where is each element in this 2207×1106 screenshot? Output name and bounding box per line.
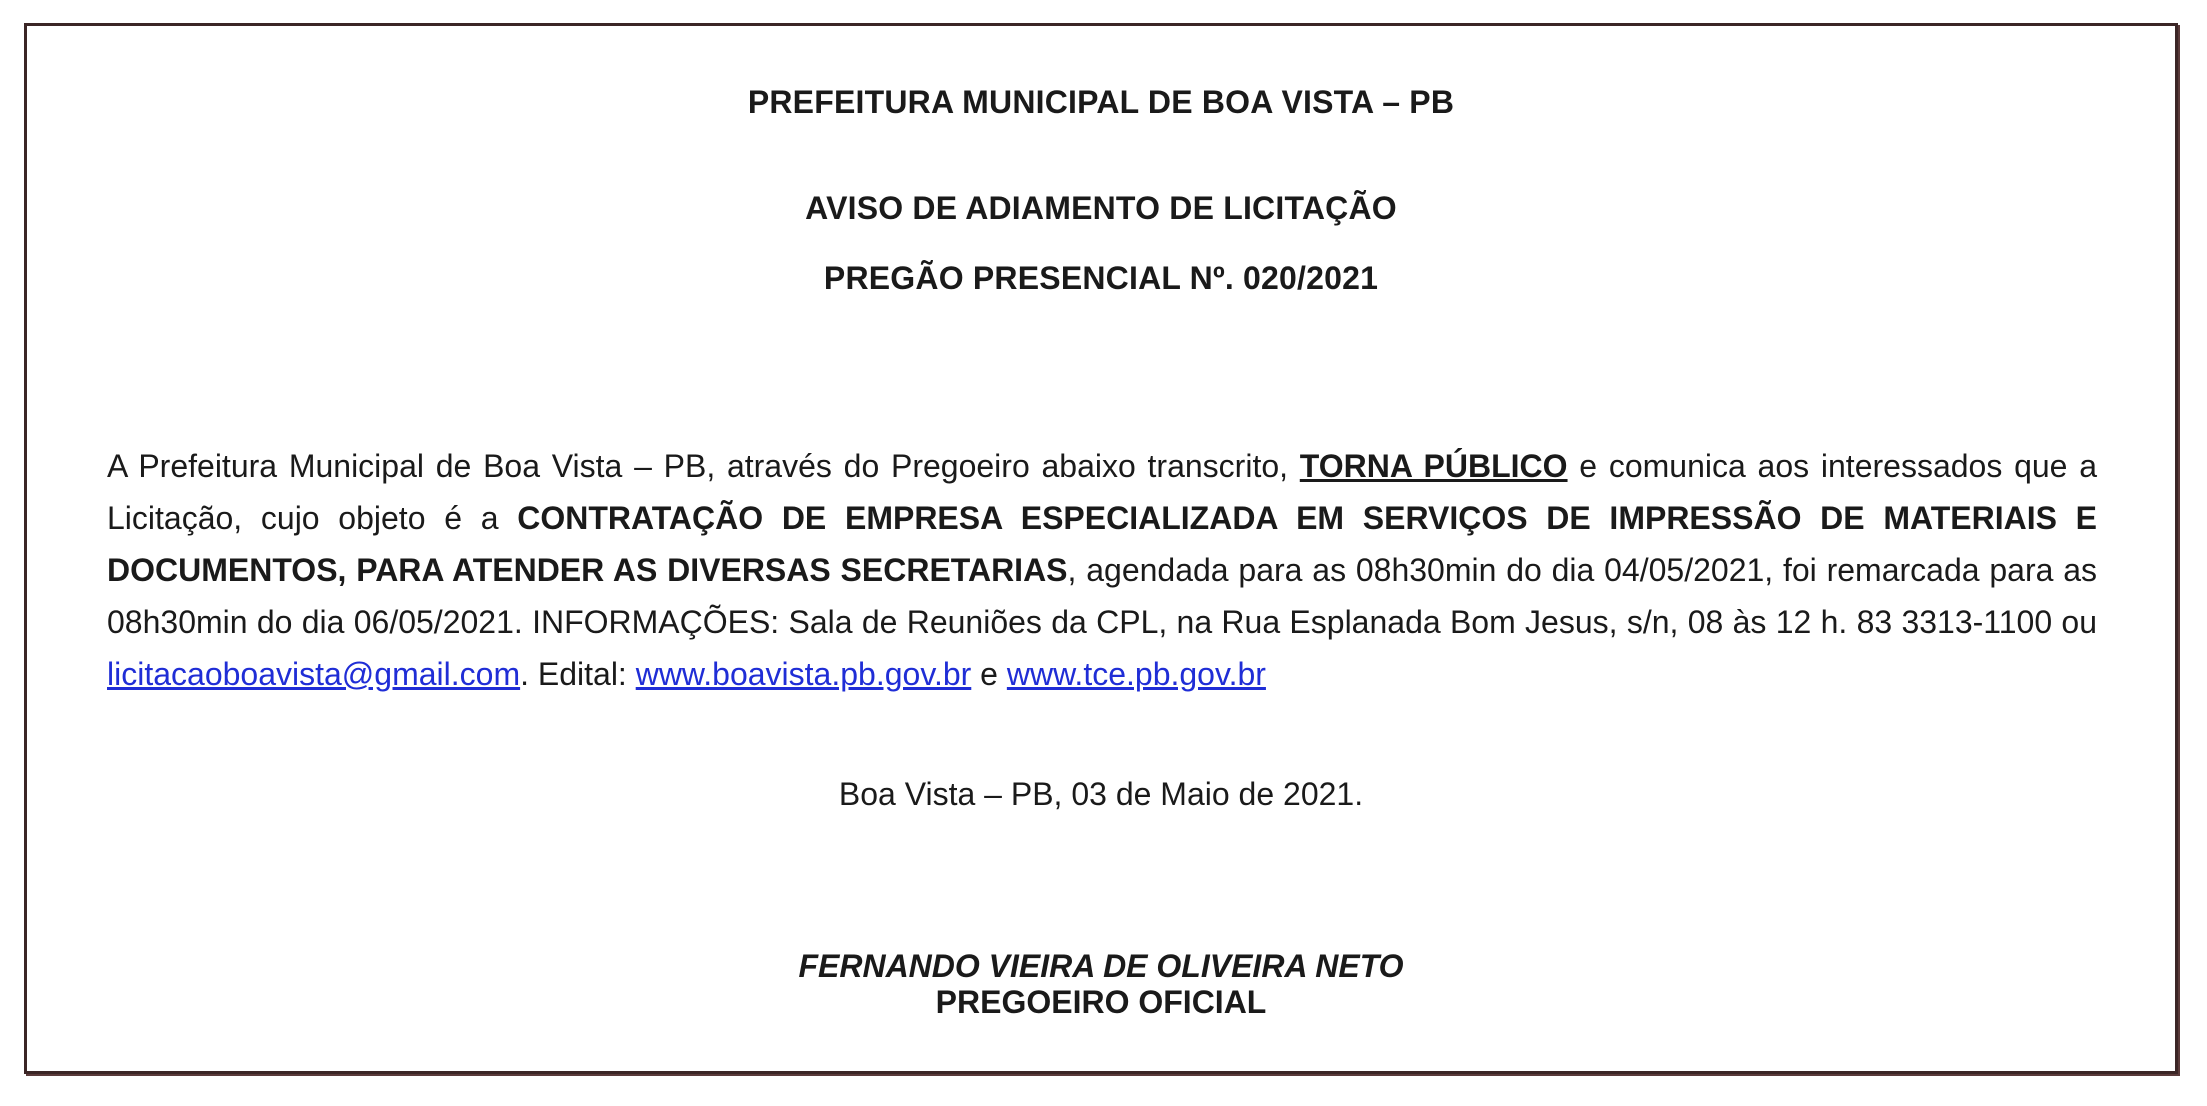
notice-title: AVISO DE ADIAMENTO DE LICITAÇÃO <box>805 190 1397 226</box>
bid-object: CONTRATAÇÃO DE EMPRESA ESPECIALIZADA EM SERVIÇOS DE IMPRESSÃO DE MATERIAIS E DOCUMENTOS, PARA ATENDER AS DIVERSAS SECRETARIAS <box>107 500 2098 588</box>
body-schedule: , agendada para as 08h30min do dia 04/05/2021, foi remarcada para as 08h30min do dia 06/05/2021. INFORMAÇÕES: Sala de Reuniões da CPL, na Rua Esplanada Bom Jesus, s/n, 08 às 12 h. 83 3313-1100 ou <box>107 552 2098 640</box>
date-line: Boa Vista – PB, 03 de Maio de 2021. <box>838 776 1364 812</box>
email-link[interactable]: licitacaoboavista@gmail.com <box>107 656 521 692</box>
signatory-name: FERNANDO VIEIRA DE OLIVEIRA NETO <box>798 948 1404 984</box>
torna-publico-emphasis: TORNA PÚBLICO <box>1299 448 1568 484</box>
municipality-heading: PREFEITURA MUNICIPAL DE BOA VISTA – PB <box>747 84 1455 120</box>
process-number: PREGÃO PRESENCIAL Nº. 020/2021 <box>823 260 1379 296</box>
body-intro: A Prefeitura Municipal de Boa Vista – PB, através do Pregoeiro abaixo transcrito, <box>107 448 1300 484</box>
boavista-site-link[interactable]: www.boavista.pb.gov.br <box>635 656 972 692</box>
conjunction: e <box>971 656 1007 692</box>
tce-site-link[interactable]: www.tce.pb.gov.br <box>1006 656 1266 692</box>
signatory-title: PREGOEIRO OFICIAL <box>935 984 1267 1020</box>
notice-body <box>107 440 2097 700</box>
body-after-emphasis: e comunica aos interessados que a Licitação, cujo objeto é a <box>107 448 2098 536</box>
notice-frame <box>24 23 2178 1074</box>
edital-label: . Edital: <box>520 656 636 692</box>
